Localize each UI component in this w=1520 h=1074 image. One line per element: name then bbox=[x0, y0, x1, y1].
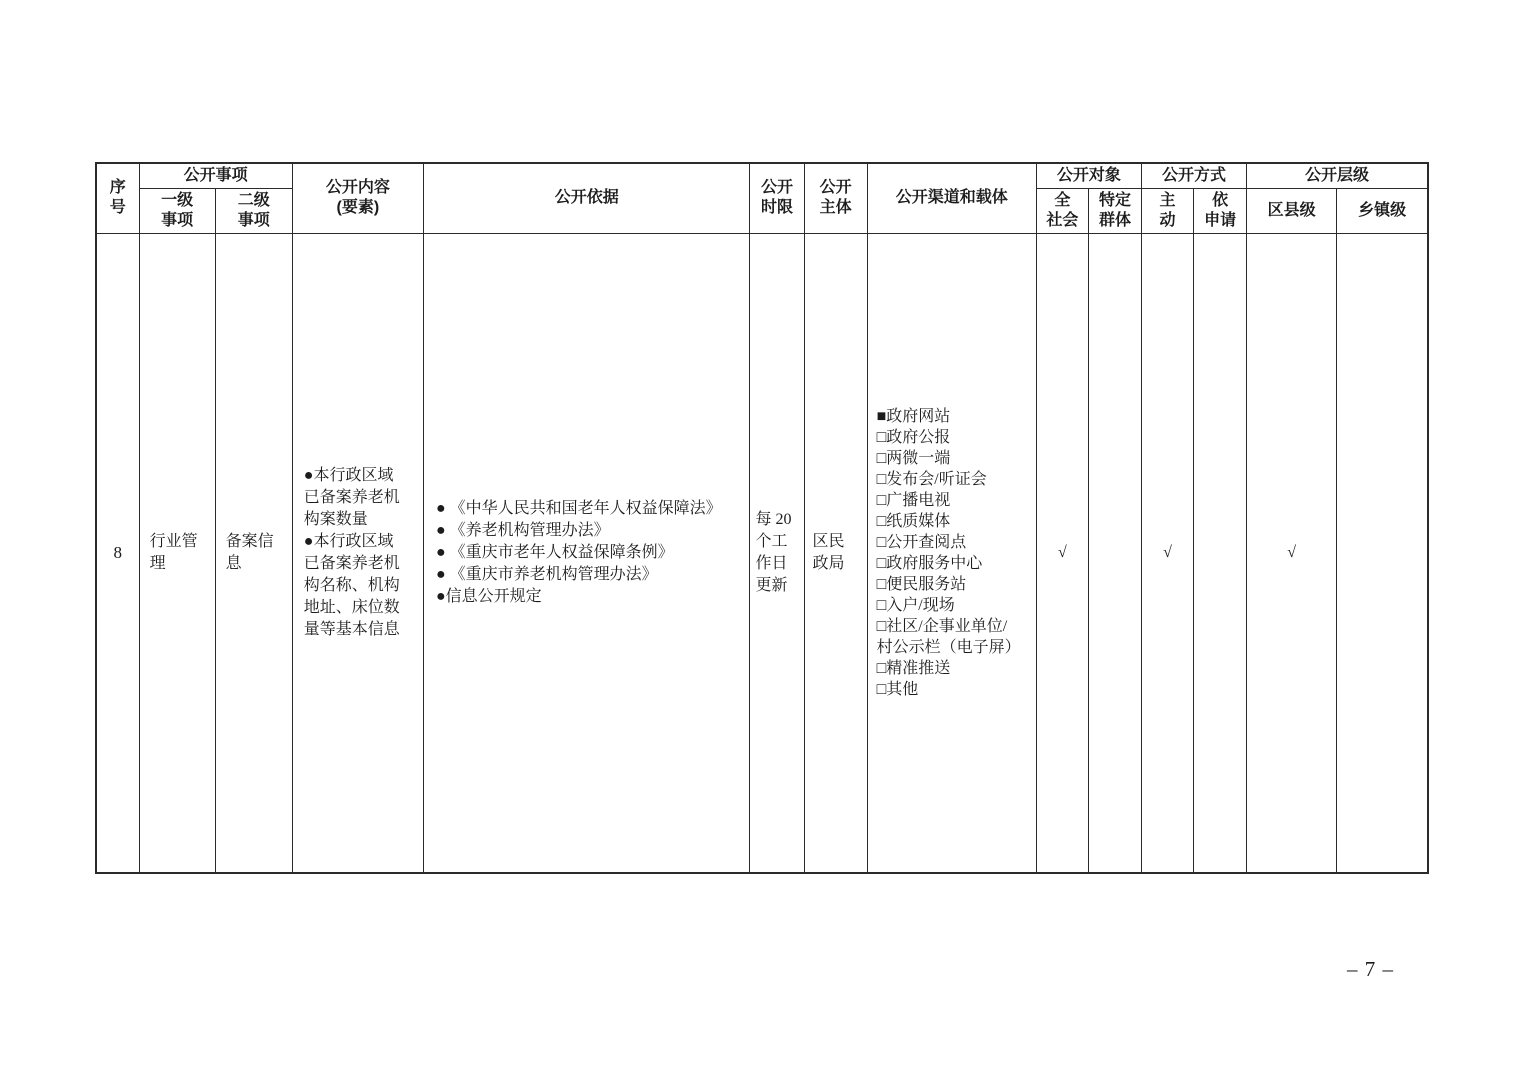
channel-item: □广播电视 bbox=[876, 491, 951, 509]
basis-item-list bbox=[436, 498, 743, 608]
header-district-county: 区县级 bbox=[1247, 188, 1337, 233]
basis-item: ● 《重庆市老年人权益保障条例》 bbox=[435, 543, 674, 561]
basis-item: ● 《中华人民共和国老年人权益保障法》 bbox=[435, 499, 722, 517]
header-level1: 一级 事项 bbox=[139, 188, 215, 233]
cell-basis bbox=[423, 233, 749, 873]
channel-checkbox-list bbox=[876, 406, 1021, 700]
header-method: 公开方式 bbox=[1141, 163, 1246, 188]
header-upon-request: 依 申请 bbox=[1194, 188, 1247, 233]
channel-item: □发布会/听证会 bbox=[876, 470, 987, 488]
basis-item: ●信息公开规定 bbox=[435, 587, 542, 605]
channel-item: □入户/现场 bbox=[876, 596, 955, 614]
channel-item: □精准推送 bbox=[876, 659, 951, 677]
cell-specific-groups-check bbox=[1088, 233, 1141, 873]
cell-whole-society-check: √ bbox=[1036, 233, 1088, 873]
channel-item: □公开查阅点 bbox=[876, 533, 967, 551]
header-content: 公开内容 (要素) bbox=[292, 163, 423, 233]
channel-item: □社区/企事业单位/村公示栏（电子屏） bbox=[876, 617, 1021, 656]
channel-item: ■政府网站 bbox=[876, 407, 951, 425]
channel-item: □两微一端 bbox=[876, 449, 951, 467]
cell-township-check bbox=[1337, 233, 1428, 873]
cell-subject: 区民政局 bbox=[804, 233, 867, 873]
cell-content-elements bbox=[292, 233, 423, 873]
basis-item: ● 《养老机构管理办法》 bbox=[435, 521, 610, 539]
cell-district-county-check: √ bbox=[1247, 233, 1337, 873]
header-level2: 二级 事项 bbox=[215, 188, 292, 233]
header-whole-society: 全 社会 bbox=[1036, 188, 1088, 233]
cell-level1-matter: 行业管理 bbox=[139, 233, 215, 873]
cell-level2-matter: 备案信息 bbox=[215, 233, 292, 873]
channel-item: □政府服务中心 bbox=[876, 554, 983, 572]
channel-item: □纸质媒体 bbox=[876, 512, 951, 530]
header-proactive: 主 动 bbox=[1141, 188, 1193, 233]
disclosure-table bbox=[95, 162, 1429, 874]
header-audience: 公开对象 bbox=[1036, 163, 1141, 188]
header-time-limit: 公开 时限 bbox=[750, 163, 804, 233]
header-public-matters: 公开事项 bbox=[139, 163, 292, 188]
channel-item: □政府公报 bbox=[876, 428, 951, 446]
content-item: ●本行政区域已备案养老机构案数量 bbox=[303, 466, 400, 528]
cell-serial-number: 8 bbox=[96, 233, 139, 873]
cell-channels bbox=[867, 233, 1036, 873]
header-specific-groups: 特定 群体 bbox=[1088, 188, 1141, 233]
header-township: 乡镇级 bbox=[1337, 188, 1428, 233]
content-item-list bbox=[304, 465, 404, 641]
header-serial: 序 号 bbox=[96, 163, 139, 233]
cell-upon-request-check bbox=[1194, 233, 1247, 873]
header-basis: 公开依据 bbox=[423, 163, 749, 233]
table-header bbox=[96, 163, 1428, 233]
channel-item: □其他 bbox=[876, 680, 919, 698]
cell-proactive-check: √ bbox=[1141, 233, 1193, 873]
content-item: ●本行政区域已备案养老机构名称、机构地址、床位数量等基本信息 bbox=[303, 532, 400, 638]
header-channels: 公开渠道和载体 bbox=[867, 163, 1036, 233]
header-levels: 公开层级 bbox=[1247, 163, 1428, 188]
header-subject: 公开 主体 bbox=[804, 163, 867, 233]
cell-time-limit: 每 20 个工作日更新 bbox=[750, 233, 804, 873]
basis-item: ● 《重庆市养老机构管理办法》 bbox=[435, 565, 658, 583]
page-number: – 7 – bbox=[1347, 957, 1394, 981]
channel-item: □便民服务站 bbox=[876, 575, 967, 593]
table-row bbox=[96, 233, 1428, 873]
